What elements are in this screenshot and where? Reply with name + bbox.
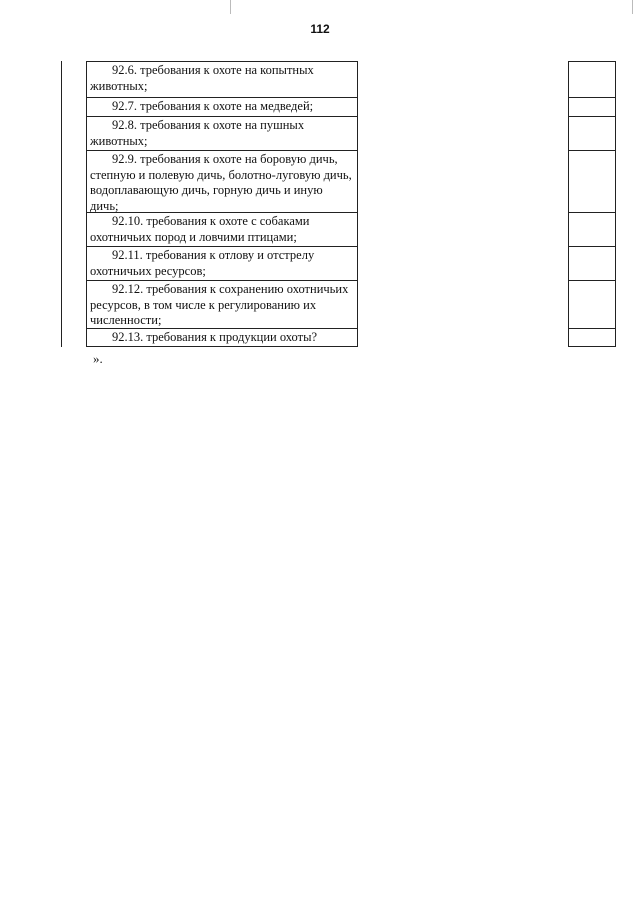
row-text: 92.12. требования к сохранению охотничьих ресурсов, в том числе к регулированию их численности; <box>90 282 349 327</box>
answer-cell <box>568 213 616 247</box>
table-row <box>86 151 358 213</box>
table-row <box>86 98 358 117</box>
row-text: 92.10. требования к охоте с собаками охотничьих пород и ловчими птицами; <box>90 214 310 244</box>
table-row <box>86 281 358 329</box>
row-text: 92.6. требования к охоте на копытных животных; <box>90 63 314 93</box>
table-row <box>86 329 358 347</box>
answer-cell <box>568 281 616 329</box>
scan-edge-mark <box>632 0 633 14</box>
answer-cell <box>568 98 616 117</box>
left-table-border <box>61 61 62 347</box>
answer-cell <box>568 151 616 213</box>
answer-cell <box>568 247 616 281</box>
row-text: 92.9. требования к охоте на боровую дичь, степную и полевую дичь, болотно-луговую дичь, водоплавающую дичь, горную дичь и иную дичь; <box>90 152 352 213</box>
row-text: 92.8. требования к охоте на пушных животных; <box>90 118 305 148</box>
table-row <box>86 117 358 151</box>
requirements-table <box>86 61 358 347</box>
row-text: 92.13. требования к продукции охоты? <box>112 330 318 344</box>
table-row <box>86 61 358 98</box>
row-text: 92.7. требования к охоте на медведей; <box>112 99 314 113</box>
answer-cell <box>568 61 616 98</box>
row-text: 92.11. требования к отлову и отстрелу охотничьих ресурсов; <box>90 248 315 278</box>
closing-quote: ». <box>93 351 103 366</box>
table-row <box>86 247 358 281</box>
answer-cell <box>568 117 616 151</box>
scan-edge-mark <box>230 0 231 14</box>
answer-column <box>568 61 616 347</box>
table-row <box>86 213 358 247</box>
page-number: 112 <box>310 22 330 36</box>
answer-cell <box>568 329 616 347</box>
